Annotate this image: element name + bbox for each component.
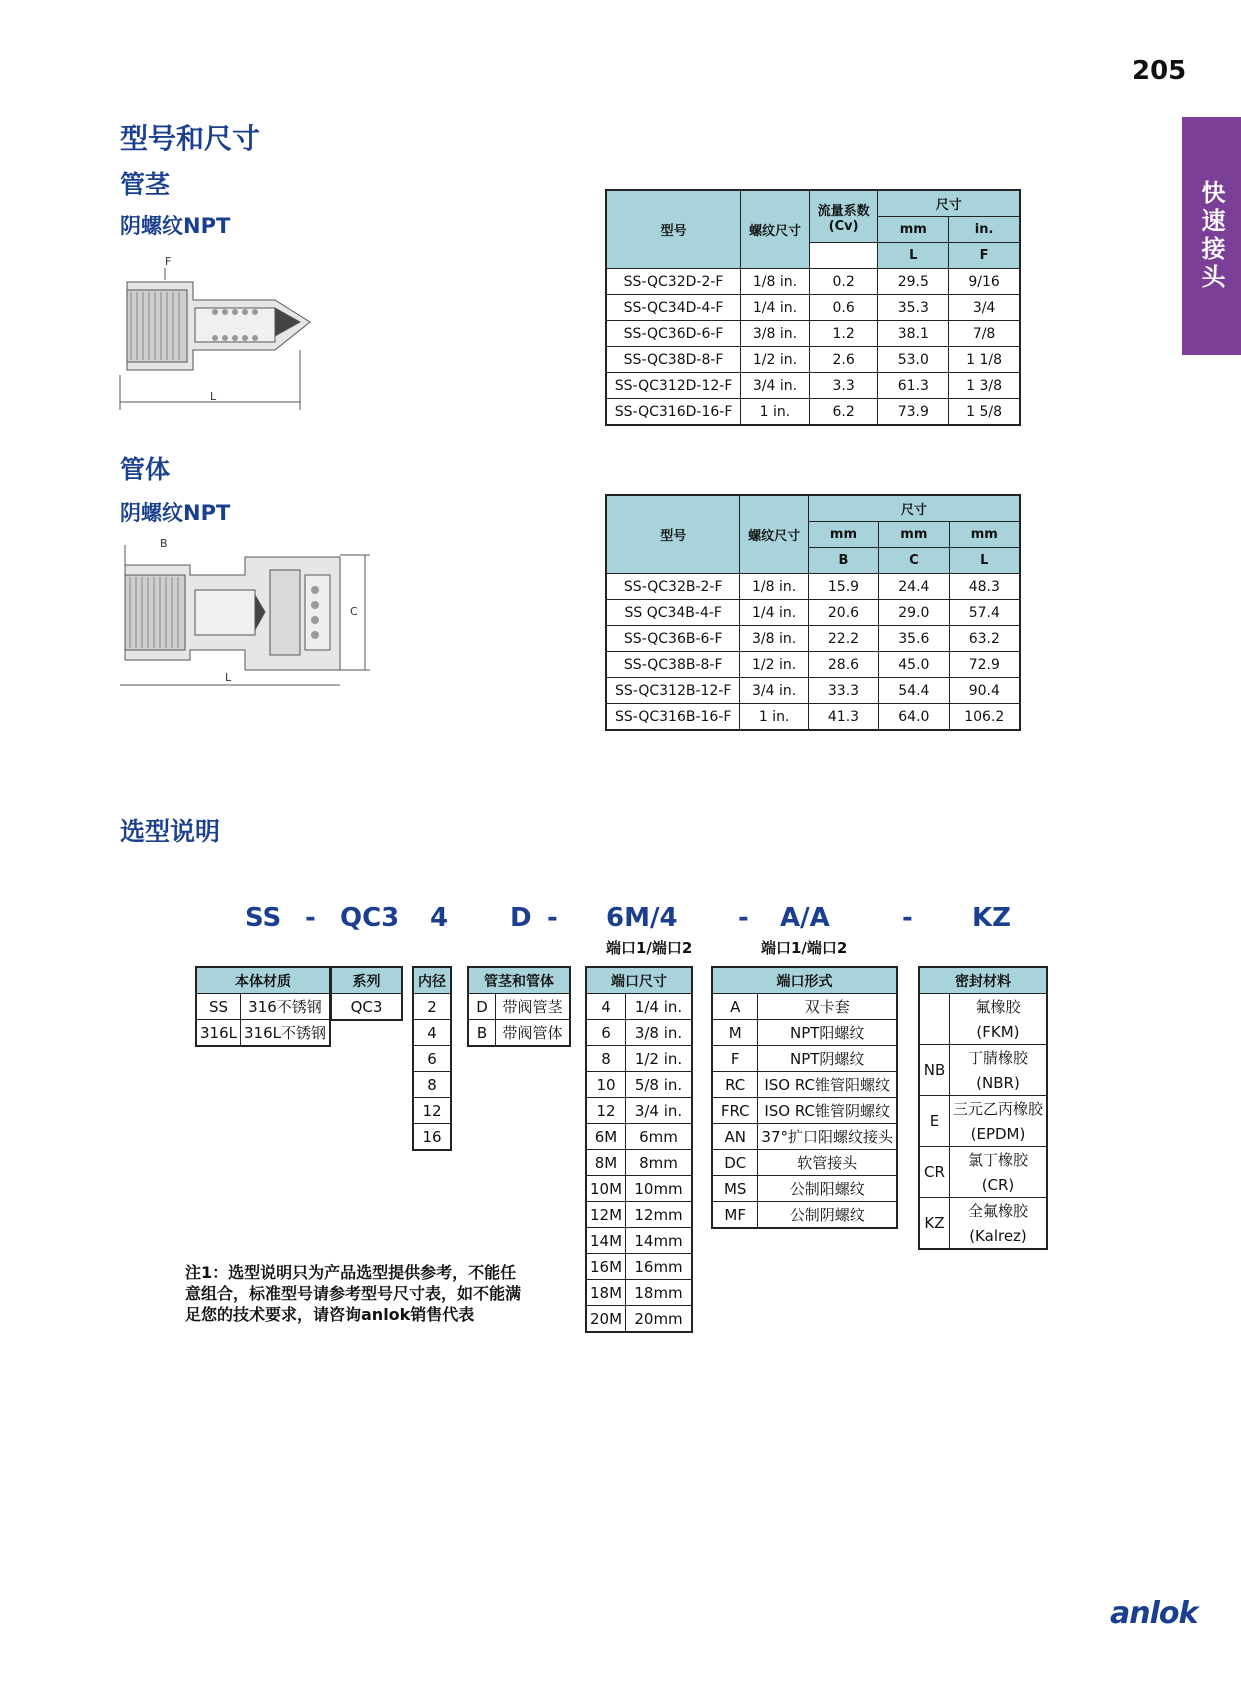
stem-table bbox=[605, 189, 1021, 426]
thread-cell: 1/2 in. bbox=[741, 347, 810, 373]
material-code: 316L bbox=[196, 1020, 241, 1047]
portsize-desc: 3/8 in. bbox=[626, 1020, 692, 1046]
bore-code: 8 bbox=[413, 1072, 451, 1098]
table-row bbox=[586, 1098, 692, 1124]
b-cell: 20.6 bbox=[808, 600, 878, 626]
table-row bbox=[586, 1280, 692, 1306]
table-row bbox=[606, 269, 1020, 295]
seal-abbr: (NBR) bbox=[949, 1070, 1047, 1096]
portsize-code: 18M bbox=[586, 1280, 626, 1306]
table-row bbox=[606, 600, 1020, 626]
bore-code: 2 bbox=[413, 994, 451, 1020]
series-code: QC3 bbox=[331, 994, 402, 1021]
table-row bbox=[586, 1176, 692, 1202]
th-model: 型号 bbox=[606, 190, 741, 269]
table-row bbox=[413, 1020, 451, 1046]
code-series: QC3 bbox=[340, 903, 400, 933]
porttype-code: DC bbox=[712, 1150, 758, 1176]
series-table bbox=[330, 966, 403, 1021]
stem-dim-f: F bbox=[165, 255, 172, 268]
cv-cell: 0.2 bbox=[809, 269, 878, 295]
table-row bbox=[606, 295, 1020, 321]
bore-code: 4 bbox=[413, 1020, 451, 1046]
bore-code: 6 bbox=[413, 1046, 451, 1072]
table-row bbox=[606, 399, 1020, 426]
stembody-code: B bbox=[468, 1020, 496, 1047]
table-row bbox=[606, 347, 1020, 373]
model-cell: SS-QC316B-16-F bbox=[606, 704, 740, 731]
table-row bbox=[586, 1124, 692, 1150]
portsize-code: 12M bbox=[586, 1202, 626, 1228]
portsize-code: 20M bbox=[586, 1306, 626, 1333]
seal-name: 氯丁橡胶 bbox=[949, 1147, 1047, 1173]
c-cell: 24.4 bbox=[879, 574, 949, 600]
thread-cell: 3/4 in. bbox=[740, 678, 808, 704]
th-model: 型号 bbox=[606, 495, 740, 574]
code-porttype: A/A bbox=[780, 903, 830, 933]
porttype-desc: NPT阳螺纹 bbox=[758, 1020, 897, 1046]
porttype-desc: 公制阳螺纹 bbox=[758, 1176, 897, 1202]
table-row bbox=[712, 994, 897, 1020]
f-cell: 3/4 bbox=[949, 295, 1020, 321]
stembody-table bbox=[467, 966, 571, 1047]
porttype-desc: 双卡套 bbox=[758, 994, 897, 1020]
table-row bbox=[606, 678, 1020, 704]
model-cell: SS-QC36B-6-F bbox=[606, 626, 740, 652]
seal-abbr: (FKM) bbox=[949, 1019, 1047, 1045]
stem-heading: 管茎 bbox=[120, 170, 171, 199]
selection-note: 注1：选型说明只为产品选型提供参考，不能任意组合，标准型号请参考型号尺寸表，如不能满足您的技术要求，请咨询anlok销售代表 bbox=[185, 1263, 522, 1324]
stem-dim-l: L bbox=[210, 390, 217, 403]
brand-logo: anlok bbox=[1110, 1596, 1198, 1631]
porttype-code: F bbox=[712, 1046, 758, 1072]
b-cell: 15.9 bbox=[808, 574, 878, 600]
bore-table bbox=[412, 966, 452, 1151]
porttype-table bbox=[711, 966, 898, 1229]
table-row bbox=[586, 1020, 692, 1046]
table-row bbox=[919, 1045, 1047, 1071]
portsize-code: 8 bbox=[586, 1046, 626, 1072]
bore-header: 内径 bbox=[413, 967, 451, 994]
series-header: 系列 bbox=[331, 967, 402, 994]
th-F: F bbox=[949, 243, 1020, 269]
porttype-code: A bbox=[712, 994, 758, 1020]
l-cell: 35.3 bbox=[878, 295, 949, 321]
table-row bbox=[413, 1098, 451, 1124]
th-thread: 螺纹尺寸 bbox=[740, 495, 808, 574]
code-material: SS bbox=[245, 903, 282, 933]
l-cell: 63.2 bbox=[949, 626, 1020, 652]
thread-cell: 1/2 in. bbox=[740, 652, 808, 678]
c-cell: 29.0 bbox=[879, 600, 949, 626]
table-row bbox=[586, 1254, 692, 1280]
portsize-desc: 18mm bbox=[626, 1280, 692, 1306]
stem-drawing bbox=[115, 250, 315, 415]
material-table bbox=[195, 966, 331, 1047]
material-code: SS bbox=[196, 994, 241, 1020]
portsize-header: 端口尺寸 bbox=[586, 967, 692, 994]
c-cell: 54.4 bbox=[879, 678, 949, 704]
seal-abbr: (Kalrez) bbox=[949, 1223, 1047, 1249]
portsize-desc: 14mm bbox=[626, 1228, 692, 1254]
cv-cell: 3.3 bbox=[809, 373, 878, 399]
table-row bbox=[712, 1176, 897, 1202]
thread-cell: 1 in. bbox=[740, 704, 808, 731]
body-drawing bbox=[115, 535, 380, 695]
table-row bbox=[413, 1072, 451, 1098]
th-L: L bbox=[949, 548, 1020, 574]
model-cell: SS-QC34D-4-F bbox=[606, 295, 741, 321]
portsize-code: 12 bbox=[586, 1098, 626, 1124]
table-row bbox=[413, 994, 451, 1020]
porttype-code: RC bbox=[712, 1072, 758, 1098]
stembody-header: 管茎和管体 bbox=[468, 967, 570, 994]
seal-code: NB bbox=[919, 1045, 949, 1096]
b-cell: 33.3 bbox=[808, 678, 878, 704]
table-row bbox=[586, 1202, 692, 1228]
portsize-code: 6M bbox=[586, 1124, 626, 1150]
table-row bbox=[606, 373, 1020, 399]
porttype-desc: 软管接头 bbox=[758, 1150, 897, 1176]
table-row bbox=[586, 1072, 692, 1098]
body-dim-b: B bbox=[160, 537, 168, 550]
table-row bbox=[712, 1046, 897, 1072]
material-desc: 316L不锈钢 bbox=[241, 1020, 331, 1047]
model-cell: SS-QC38B-8-F bbox=[606, 652, 740, 678]
thread-cell: 1/8 in. bbox=[741, 269, 810, 295]
table-row bbox=[606, 652, 1020, 678]
th-mm-c: mm bbox=[879, 522, 949, 548]
b-cell: 41.3 bbox=[808, 704, 878, 731]
th-in: in. bbox=[949, 217, 1020, 243]
table-row bbox=[586, 994, 692, 1020]
b-cell: 28.6 bbox=[808, 652, 878, 678]
th-mm: mm bbox=[878, 217, 949, 243]
table-row bbox=[586, 1150, 692, 1176]
table-row bbox=[712, 1098, 897, 1124]
table-row bbox=[606, 574, 1020, 600]
code-bore: 4 bbox=[430, 903, 449, 933]
seal-code: E bbox=[919, 1096, 949, 1147]
f-cell: 9/16 bbox=[949, 269, 1020, 295]
portsize-desc: 3/4 in. bbox=[626, 1098, 692, 1124]
stembody-desc: 带阀管体 bbox=[496, 1020, 571, 1047]
thread-cell: 1/8 in. bbox=[740, 574, 808, 600]
c-cell: 35.6 bbox=[879, 626, 949, 652]
porttype-code: FRC bbox=[712, 1098, 758, 1124]
model-cell: SS-QC32D-2-F bbox=[606, 269, 741, 295]
porttype-desc: ISO RC锥管阳螺纹 bbox=[758, 1072, 897, 1098]
table-row bbox=[586, 1046, 692, 1072]
body-subheading: 阴螺纹NPT bbox=[120, 501, 231, 525]
portsize-code: 14M bbox=[586, 1228, 626, 1254]
seal-name: 丁腈橡胶 bbox=[949, 1045, 1047, 1071]
stem-subheading: 阴螺纹NPT bbox=[120, 214, 231, 238]
portsize-desc: 6mm bbox=[626, 1124, 692, 1150]
page-title: 型号和尺寸 bbox=[120, 122, 261, 155]
model-cell: SS QC34B-4-F bbox=[606, 600, 740, 626]
portsize-code: 8M bbox=[586, 1150, 626, 1176]
th-C: C bbox=[879, 548, 949, 574]
b-cell: 22.2 bbox=[808, 626, 878, 652]
l-cell: 73.9 bbox=[878, 399, 949, 426]
thread-cell: 3/8 in. bbox=[741, 321, 810, 347]
body-table bbox=[605, 494, 1021, 731]
l-cell: 38.1 bbox=[878, 321, 949, 347]
table-row bbox=[919, 1198, 1047, 1224]
th-mm-l: mm bbox=[949, 522, 1020, 548]
table-row bbox=[586, 1306, 692, 1333]
code-seal: KZ bbox=[972, 903, 1011, 933]
porttype-desc: 公制阴螺纹 bbox=[758, 1202, 897, 1229]
seal-code bbox=[919, 994, 949, 1045]
portsize-desc: 5/8 in. bbox=[626, 1072, 692, 1098]
portsize-desc: 1/2 in. bbox=[626, 1046, 692, 1072]
seal-abbr: (CR) bbox=[949, 1172, 1047, 1198]
porttype-code: MF bbox=[712, 1202, 758, 1229]
l-cell: 61.3 bbox=[878, 373, 949, 399]
seal-code: KZ bbox=[919, 1198, 949, 1250]
side-tab: 快速接头 bbox=[1182, 117, 1241, 355]
th-thread: 螺纹尺寸 bbox=[741, 190, 810, 269]
table-row bbox=[606, 704, 1020, 731]
portsize-code: 6 bbox=[586, 1020, 626, 1046]
portsize-desc: 20mm bbox=[626, 1306, 692, 1333]
table-row bbox=[919, 1147, 1047, 1173]
code-portsize: 6M/4 bbox=[606, 903, 678, 933]
c-cell: 45.0 bbox=[879, 652, 949, 678]
body-dim-c: C bbox=[350, 605, 358, 618]
porttype-desc: NPT阴螺纹 bbox=[758, 1046, 897, 1072]
thread-cell: 3/4 in. bbox=[741, 373, 810, 399]
table-row bbox=[468, 994, 570, 1020]
table-row bbox=[919, 994, 1047, 1020]
table-row bbox=[413, 1046, 451, 1072]
table-row bbox=[712, 1202, 897, 1229]
seal-code: CR bbox=[919, 1147, 949, 1198]
seal-name: 全氟橡胶 bbox=[949, 1198, 1047, 1224]
portsize-desc: 16mm bbox=[626, 1254, 692, 1280]
th-cv: 流量系数 bbox=[817, 203, 870, 219]
code-dash-1: - bbox=[305, 903, 316, 933]
model-cell: SS-QC312B-12-F bbox=[606, 678, 740, 704]
bore-code: 12 bbox=[413, 1098, 451, 1124]
porttype-desc: ISO RC锥管阴螺纹 bbox=[758, 1098, 897, 1124]
th-mm-b: mm bbox=[808, 522, 878, 548]
table-row bbox=[712, 1124, 897, 1150]
cv-cell: 6.2 bbox=[809, 399, 878, 426]
table-row bbox=[413, 1124, 451, 1151]
table-row bbox=[712, 1020, 897, 1046]
code-dash-4: - bbox=[902, 903, 913, 933]
portsize-code: 16M bbox=[586, 1254, 626, 1280]
port-label-2: 端口1/端口2 bbox=[761, 939, 848, 957]
th-size: 尺寸 bbox=[878, 190, 1020, 217]
l-cell: 53.0 bbox=[878, 347, 949, 373]
portsize-desc: 12mm bbox=[626, 1202, 692, 1228]
code-dash-3: - bbox=[738, 903, 749, 933]
portsize-code: 4 bbox=[586, 994, 626, 1020]
body-dim-l: L bbox=[225, 671, 232, 684]
th-size: 尺寸 bbox=[808, 495, 1020, 522]
seal-name: 三元乙丙橡胶 bbox=[949, 1096, 1047, 1122]
thread-cell: 1 in. bbox=[741, 399, 810, 426]
table-row bbox=[196, 994, 330, 1020]
l-cell: 29.5 bbox=[878, 269, 949, 295]
portsize-code: 10 bbox=[586, 1072, 626, 1098]
porttype-header: 端口形式 bbox=[712, 967, 897, 994]
portsize-desc: 8mm bbox=[626, 1150, 692, 1176]
thread-cell: 3/8 in. bbox=[740, 626, 808, 652]
seal-table bbox=[918, 966, 1048, 1250]
f-cell: 1 5/8 bbox=[949, 399, 1020, 426]
th-L: L bbox=[878, 243, 949, 269]
model-cell: SS-QC312D-12-F bbox=[606, 373, 741, 399]
stembody-desc: 带阀管茎 bbox=[496, 994, 571, 1020]
model-cell: SS-QC32B-2-F bbox=[606, 574, 740, 600]
table-row bbox=[606, 626, 1020, 652]
cv-cell: 0.6 bbox=[809, 295, 878, 321]
material-header: 本体材质 bbox=[196, 967, 330, 994]
model-cell: SS-QC316D-16-F bbox=[606, 399, 741, 426]
f-cell: 1 1/8 bbox=[949, 347, 1020, 373]
model-cell: SS-QC38D-8-F bbox=[606, 347, 741, 373]
table-row bbox=[586, 1228, 692, 1254]
table-row bbox=[196, 1020, 330, 1047]
porttype-desc: 37°扩口阳螺纹接头 bbox=[758, 1124, 897, 1150]
table-row bbox=[606, 321, 1020, 347]
portsize-desc: 10mm bbox=[626, 1176, 692, 1202]
cv-cell: 1.2 bbox=[809, 321, 878, 347]
code-type: D bbox=[510, 903, 532, 933]
thread-cell: 1/4 in. bbox=[741, 295, 810, 321]
portsize-desc: 1/4 in. bbox=[626, 994, 692, 1020]
porttype-code: MS bbox=[712, 1176, 758, 1202]
model-cell: SS-QC36D-6-F bbox=[606, 321, 741, 347]
l-cell: 57.4 bbox=[949, 600, 1020, 626]
seal-name: 氟橡胶 bbox=[949, 994, 1047, 1020]
table-row bbox=[712, 1072, 897, 1098]
cv-cell: 2.6 bbox=[809, 347, 878, 373]
table-row bbox=[919, 1096, 1047, 1122]
c-cell: 64.0 bbox=[879, 704, 949, 731]
l-cell: 72.9 bbox=[949, 652, 1020, 678]
port-label-1: 端口1/端口2 bbox=[606, 939, 693, 957]
stembody-code: D bbox=[468, 994, 496, 1020]
table-row bbox=[468, 1020, 570, 1047]
f-cell: 7/8 bbox=[949, 321, 1020, 347]
code-dash-2: - bbox=[547, 903, 558, 933]
table-row bbox=[712, 1150, 897, 1176]
selection-heading: 选型说明 bbox=[120, 817, 221, 846]
seal-header: 密封材料 bbox=[919, 967, 1047, 994]
portsize-table bbox=[585, 966, 693, 1333]
seal-abbr: (EPDM) bbox=[949, 1121, 1047, 1147]
porttype-code: AN bbox=[712, 1124, 758, 1150]
page-number: 205 bbox=[1132, 56, 1187, 86]
l-cell: 48.3 bbox=[949, 574, 1020, 600]
body-heading: 管体 bbox=[120, 455, 171, 484]
bore-code: 16 bbox=[413, 1124, 451, 1151]
portsize-code: 10M bbox=[586, 1176, 626, 1202]
th-cv2: (Cv) bbox=[828, 218, 859, 234]
l-cell: 90.4 bbox=[949, 678, 1020, 704]
thread-cell: 1/4 in. bbox=[740, 600, 808, 626]
porttype-code: M bbox=[712, 1020, 758, 1046]
th-B: B bbox=[808, 548, 878, 574]
l-cell: 106.2 bbox=[949, 704, 1020, 731]
f-cell: 1 3/8 bbox=[949, 373, 1020, 399]
table-row bbox=[331, 994, 402, 1021]
material-desc: 316不锈钢 bbox=[241, 994, 331, 1020]
